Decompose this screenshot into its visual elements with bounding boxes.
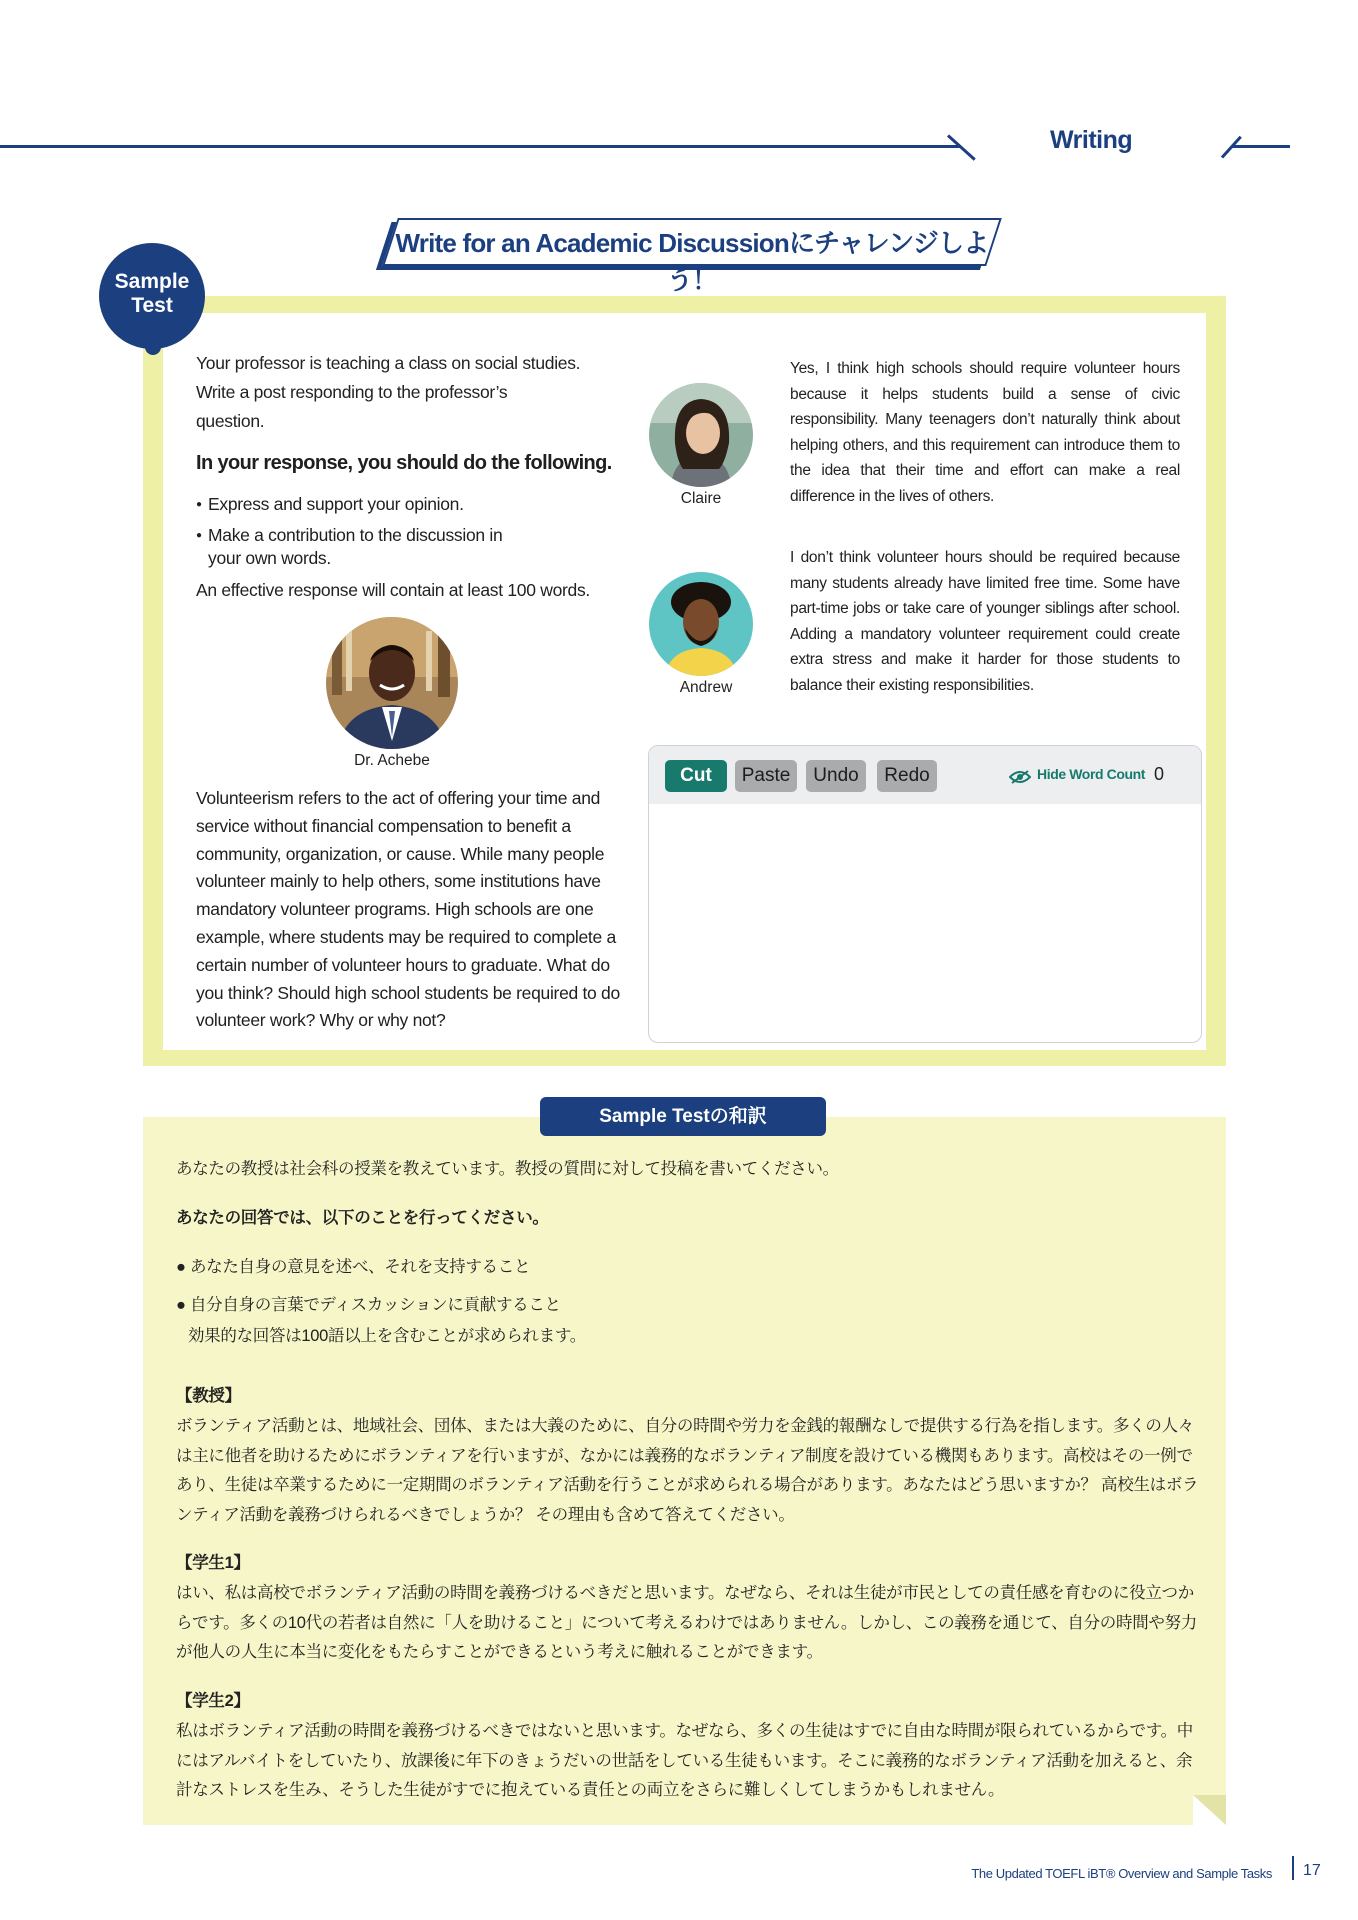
andrew-avatar — [649, 572, 753, 676]
word-count-value: 0 — [1154, 764, 1165, 784]
page-number: 17 — [1303, 1862, 1321, 1879]
instruction-list — [196, 493, 636, 578]
professor-name: Dr. Achebe — [354, 752, 430, 769]
translation-instruction-heading: あなたの回答では、以下のことを行ってください。 — [176, 1209, 549, 1227]
translation-student2-heading: 【学生2】 — [176, 1692, 250, 1710]
instruction-heading: In your response, you should do the following. — [196, 452, 612, 474]
intro-line: Write a post responding to the professor’s — [196, 382, 508, 402]
translation-student1-heading: 【学生1】 — [176, 1554, 250, 1572]
book-title: The Updated TOEFL iBT® Overview and Sample Tasks — [971, 1866, 1272, 1881]
andrew-post: I don’t think volunteer hours should be required because many students already have limited free time. Some have part-time jobs or take care of younger siblings after school. Adding a mandatory volunteer requirement could create extra stress and make it harder for those students to balance their existing responsibilities. — [790, 549, 1180, 694]
response-editor[interactable] — [648, 745, 1202, 1043]
andrew-name: Andrew — [679, 679, 733, 696]
andrew-portrait-icon — [649, 572, 753, 676]
badge-line2: Test — [131, 294, 173, 317]
redo-button[interactable]: Redo — [877, 760, 937, 792]
professor-avatar — [326, 617, 458, 749]
intro-line: Your professor is teaching a class on social studies. — [196, 353, 581, 373]
response-textarea[interactable] — [649, 804, 1201, 1042]
claire-name: Claire — [680, 490, 722, 507]
sample-test-badge — [99, 243, 205, 349]
translation-min-words: 効果的な回答は100語以上を含むことが求められます。 — [188, 1327, 586, 1345]
translation-bullet: ● 自分自身の言葉でディスカッションに貢献すること — [176, 1296, 561, 1314]
professor-prompt: Volunteerism refers to the act of offering your time and service without financial compensation to benefit a community, organization, or cause. While many people volunteer mainly to help others, some institutions have mandatory volunteer programs. High schools are one example, where students may be required to complete a certain number of volunteer hours to graduate. What do you think? Should high school students be required to do volunteer work? Why or why not? — [196, 788, 620, 1031]
paste-button[interactable]: Paste — [735, 760, 797, 792]
claire-post: Yes, I think high schools should require volunteer hours because it helps students build a sense of civic responsibility. Many teenagers don’t naturally think about helping others, and this requirement can introduce them to the idea that their time and effort can make a real difference in the lives of others. — [790, 360, 1180, 505]
bullet-continuation: your own words. — [208, 548, 331, 568]
header-rule-left — [0, 145, 960, 148]
translation-tab: Sample Testの和訳 — [540, 1097, 826, 1136]
footer-separator — [1292, 1856, 1294, 1880]
task-intro — [196, 349, 636, 436]
translation-intro: あなたの教授は社会科の授業を教えています。教授の質問に対して投稿を書いてください。 — [176, 1160, 839, 1178]
instruction-bullet: ● Express and support your opinion. — [196, 493, 636, 516]
translation-professor-heading: 【教授】 — [176, 1387, 241, 1405]
translation-bullet: ● あなた自身の意見を述べ、それを支持すること — [176, 1258, 531, 1276]
section-title: Writing — [1050, 126, 1133, 154]
header-rule-right — [1232, 145, 1290, 148]
undo-button[interactable]: Undo — [806, 760, 866, 792]
claire-avatar — [649, 383, 753, 487]
translation-professor-text: ボランティア活動とは、地域社会、団体、または大義のために、自分の時間や労力を金銭的報酬なしで提供する行為を指します。多くの人々は主に他者を助けるためにボランティアを行いますが、なかには義務的なボランティア制度を設けている機関もあります。高校はその一例であり、生徒は卒業するために一定期間のボランティア活動を行うことが求められる場合があります。あなたはどう思いますか？ 高校生はボランティア活動を義務づけられるべきでしょうか？ その理由も含めて答えてください。 — [176, 1417, 1199, 1524]
badge-tail — [145, 339, 161, 355]
hide-word-count-toggle[interactable]: Hide Word Count — [1037, 766, 1146, 782]
cut-button[interactable]: Cut — [665, 760, 727, 792]
translation-student2-text: 私はボランティア活動の時間を義務づけるべきではないと思います。なぜなら、多くの生徒はすでに自由な時間が限られているからです。中にはアルバイトをしていたり、放課後に年下のきょうだいの世話をしている生徒もいます。そこに義務的なボランティア活動を加えると、余計なストレスを生み、そうした生徒がすでに抱えている責任との両立をさらに難しくしてしまうかもしれません。 — [176, 1722, 1193, 1799]
instruction-bullet: ● Make a contribution to the discussion in your own words. — [196, 524, 636, 570]
min-words-note: An effective response will contain at least 100 words. — [196, 580, 590, 600]
eye-slash-icon[interactable] — [1009, 770, 1031, 784]
claire-portrait-icon — [649, 383, 753, 487]
banner-text: Write for an Academic Discussionにチャレンジしよう！ — [395, 228, 989, 295]
challenge-banner — [382, 218, 1002, 295]
translation-student1-text: はい、私は高校でボランティア活動の時間を義務づけるべきだと思います。なぜなら、それは生徒が市民としての責任感を育むのに役立つからです。多くの10代の若者は自然に「人を助けること」について考えるわけではありません。しかし、この義務を通じて、自分の時間や努力が他人の人生に本当に変化をもたらすことができるという考えに触れることができます。 — [176, 1584, 1197, 1661]
badge-line1: Sample — [114, 270, 190, 293]
professor-portrait-icon — [326, 617, 458, 749]
editor-toolbar — [649, 746, 1201, 804]
intro-line: question. — [196, 411, 265, 431]
